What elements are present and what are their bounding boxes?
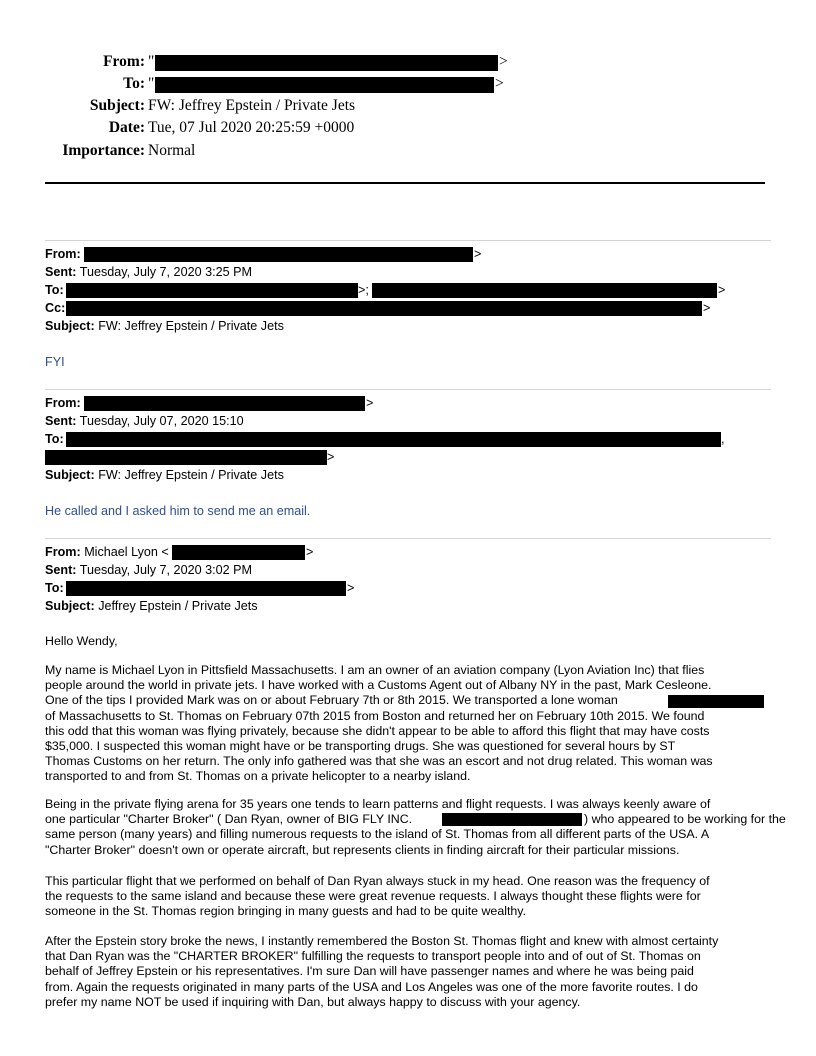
redaction-block	[66, 432, 721, 447]
header-date-row	[0, 119, 816, 137]
msg1-from-suffix: >	[474, 247, 482, 261]
redaction-block	[84, 247, 473, 262]
msg2-subject-label: Subject:	[45, 468, 95, 482]
msg3-paragraph-3	[45, 874, 773, 920]
header-importance-row	[0, 142, 816, 160]
msg2-sent-value: Tuesday, July 07, 2020 15:10	[79, 414, 244, 428]
msg1-cc-row	[45, 299, 65, 317]
header-subject-value: FW: Jeffrey Epstein / Private Jets	[148, 97, 356, 114]
msg1-from-row	[45, 245, 81, 263]
msg2-from-row	[45, 394, 81, 412]
redaction-block	[372, 283, 717, 298]
paragraph-line: behalf of Jeffrey Epstein or his representatives. I'm sure Dan will have passenger names and where he was being paid	[45, 964, 694, 979]
header-from-quote: "	[148, 53, 155, 70]
redaction-block	[155, 55, 498, 71]
msg3-from-name: Michael Lyon <	[84, 545, 169, 559]
message-separator	[45, 240, 771, 241]
msg3-greeting: Hello Wendy,	[45, 634, 118, 648]
msg3-from-label: From:	[45, 545, 81, 559]
redaction-block	[45, 450, 327, 465]
paragraph-line-split	[45, 812, 786, 827]
msg1-subject-row	[45, 317, 284, 335]
header-to-row	[0, 75, 816, 93]
msg3-from-row	[45, 543, 169, 561]
msg1-body: FYI	[45, 355, 65, 369]
header-divider	[45, 182, 765, 184]
header-subject-label: Subject:	[89, 97, 145, 114]
msg1-subject-value: FW: Jeffrey Epstein / Private Jets	[98, 319, 284, 333]
header-from-row	[0, 53, 816, 71]
msg1-cc-suffix: >	[703, 301, 711, 315]
msg2-sent-row	[45, 412, 244, 430]
paragraph-line: This particular flight that we performed on behalf of Dan Ryan always stuck in my head. One reason was the frequency of	[45, 874, 710, 888]
paragraph-line-part: one particular "Charter Broker" ( Dan Ryan, owner of BIG FLY INC.	[45, 812, 413, 827]
paragraph-line: from. Again the requests originated in many parts of the USA and Los Angeles was one of the more favorite routes. I do	[45, 979, 698, 994]
paragraph-line: One of the tips I provided Mark was on or about February 7th or 8th 2015. We transported a lone woman	[45, 693, 618, 708]
paragraph-line: that Dan Ryan was the "CHARTER BROKER" fulfilling the requests to transport people into and of out of St. Thomas on	[45, 949, 701, 964]
msg3-subject-value: Jeffrey Epstein / Private Jets	[98, 599, 258, 613]
paragraph-line: the requests to the same island and because these were great revenue requests. I always thought these flights were for	[45, 889, 701, 904]
redaction-block	[442, 813, 582, 826]
header-importance-value: Normal	[148, 142, 196, 159]
paragraph-line: Being in the private flying arena for 35 years one tends to learn patterns and flight requests. I was always keenly aware of	[45, 797, 711, 811]
msg1-cc-label: Cc:	[45, 301, 66, 315]
msg2-subject-row	[45, 466, 284, 484]
redaction-block	[66, 581, 346, 596]
msg1-sent-row	[45, 263, 252, 281]
paragraph-line: people around the world in private jets. I have worked with a Customs Agent out of Albany NY in the past, Mark Cesleone.	[45, 678, 712, 693]
msg2-to-row	[45, 430, 64, 448]
redaction-block	[66, 283, 358, 298]
paragraph-line: transported to and from St. Thomas on a private helicopter to a nearby island.	[45, 769, 471, 784]
paragraph-line: prefer my name NOT be used if inquiring with Dan, but always happy to discuss with your agency.	[45, 994, 581, 1009]
msg2-body: He called and I asked him to send me an email.	[45, 504, 311, 518]
paragraph-line: $35,000. I suspected this woman might have or be transporting drugs. She was questioned for several hours by ST	[45, 739, 676, 754]
msg2-to-label: To:	[45, 432, 64, 446]
paragraph-line: this odd that this woman was flying privately, because she didn't appear to be able to afford this flight that may have costs	[45, 723, 710, 738]
msg2-from-suffix: >	[366, 396, 374, 410]
header-date-value: Tue, 07 Jul 2020 20:25:59 +0000	[148, 119, 355, 136]
msg1-to-suffix: >	[718, 283, 726, 297]
redaction-block	[668, 695, 764, 708]
msg2-sent-label: Sent:	[45, 414, 77, 428]
paragraph-line: someone in the St. Thomas region bringing in many guests and had to be quite wealthy.	[45, 904, 527, 919]
msg2-to-suffix: >	[327, 450, 335, 464]
msg3-to-label: To:	[45, 581, 64, 595]
redaction-block	[172, 545, 305, 560]
header-importance-label: Importance:	[62, 142, 145, 159]
msg1-to-label: To:	[45, 283, 64, 297]
message-separator	[45, 389, 771, 390]
header-from-suffix: >	[499, 53, 508, 70]
msg3-paragraph-2	[45, 797, 786, 858]
redaction-block	[155, 77, 494, 93]
msg1-sent-value: Tuesday, July 7, 2020 3:25 PM	[79, 265, 252, 279]
paragraph-line: same person (many years) and filling numerous requests to the island of St. Thomas from all different parts of the USA. A	[45, 827, 710, 842]
msg3-to-suffix: >	[347, 581, 355, 595]
header-date-label: Date:	[108, 119, 145, 136]
msg1-to-row	[45, 281, 64, 299]
header-subject-row	[0, 97, 816, 115]
msg1-sent-label: Sent:	[45, 265, 77, 279]
msg1-subject-label: Subject:	[45, 319, 95, 333]
paragraph-line: My name is Michael Lyon in Pittsfield Massachusetts. I am an owner of an aviation company (Lyon Aviation Inc) that flies	[45, 663, 705, 677]
msg2-to-comma: ,	[721, 432, 725, 446]
msg3-from-suffix: >	[306, 545, 314, 559]
paragraph-line: After the Epstein story broke the news, I instantly remembered the Boston St. Thomas flight and knew with almost certainty	[45, 934, 719, 948]
header-to-quote: "	[148, 75, 155, 92]
paragraph-line: Thomas Customs on her return. The only info gathered was that she was an escort and not drug related. This woman was	[45, 754, 713, 769]
msg3-sent-label: Sent:	[45, 563, 77, 577]
msg2-from-label: From:	[45, 396, 81, 410]
msg3-sent-row	[45, 561, 252, 579]
msg1-to-sep: >;	[358, 283, 369, 297]
msg3-paragraph-1	[45, 663, 773, 785]
redaction-block	[84, 396, 365, 411]
msg2-subject-value: FW: Jeffrey Epstein / Private Jets	[98, 468, 284, 482]
message-separator	[45, 538, 771, 539]
msg3-subject-label: Subject:	[45, 599, 95, 613]
msg3-subject-row	[45, 597, 258, 615]
header-from-label: From:	[103, 53, 145, 70]
msg1-from-label: From:	[45, 247, 81, 261]
header-to-suffix: >	[495, 75, 504, 92]
msg3-to-row	[45, 579, 64, 597]
paragraph-line: "Charter Broker" doesn't own or operate aircraft, but represents clients in finding aircraft for their particular missions.	[45, 842, 680, 857]
paragraph-line: of Massachusetts to St. Thomas on February 07th 2015 from Boston and returned her on February 10th 2015. We found	[45, 708, 705, 723]
msg3-paragraph-4	[45, 934, 773, 1010]
header-to-label: To:	[123, 75, 145, 92]
paragraph-line-part: ) who appeared to be working for the	[584, 812, 786, 827]
redaction-block	[66, 301, 702, 316]
msg3-sent-value: Tuesday, July 7, 2020 3:02 PM	[79, 563, 252, 577]
